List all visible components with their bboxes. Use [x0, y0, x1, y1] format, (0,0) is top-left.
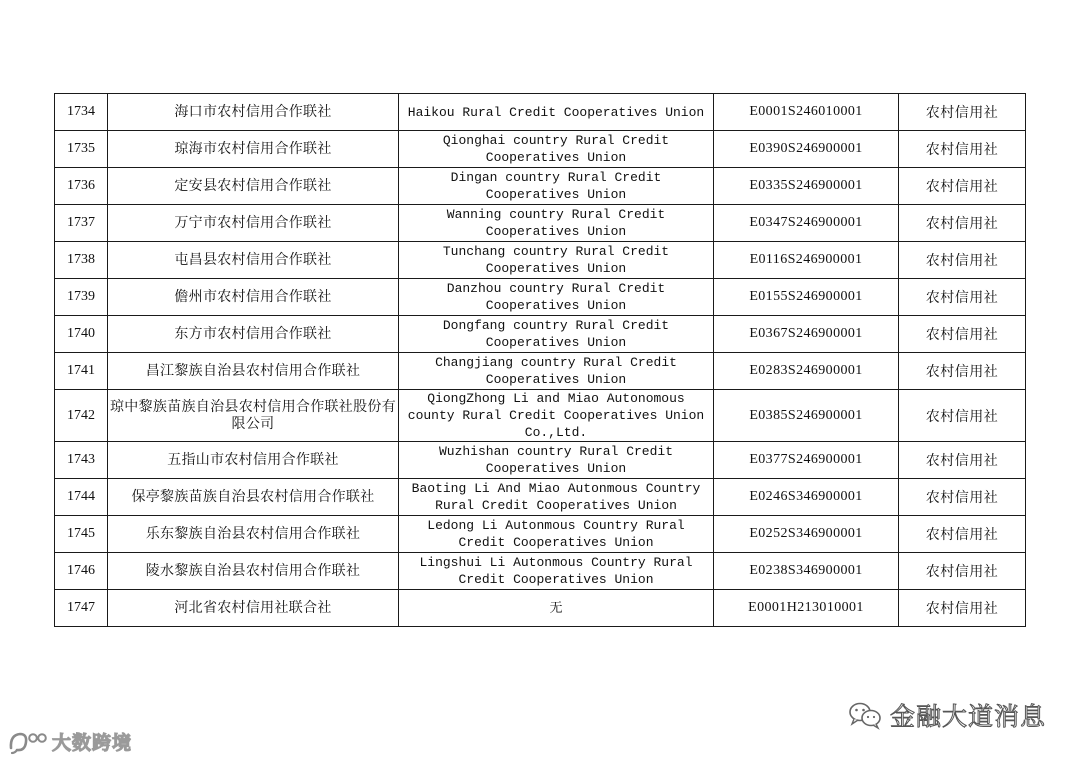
cell-institution-type: 农村信用社: [899, 316, 1026, 353]
cell-institution-type: 农村信用社: [899, 442, 1026, 479]
table-row: [55, 353, 1026, 390]
cell-institution-code: E0390S246900001: [714, 131, 899, 168]
table-row: [55, 442, 1026, 479]
cell-english-name: Lingshui Li Autonmous Country Rural Credit Cooperatives Union: [399, 553, 714, 590]
table-row: [55, 131, 1026, 168]
cell-english-name: Changjiang country Rural Credit Cooperatives Union: [399, 353, 714, 390]
cell-chinese-name: 东方市农村信用合作联社: [108, 316, 399, 353]
cell-institution-code: E0246S346900001: [714, 479, 899, 516]
brand-logo-icon: [8, 729, 48, 755]
cell-sequence-number: 1736: [55, 168, 108, 205]
cell-institution-code: E0252S346900001: [714, 516, 899, 553]
watermark-left-text: 大数跨境: [52, 732, 133, 754]
cell-english-name: Dingan country Rural Credit Cooperatives Union: [399, 168, 714, 205]
table-row: [55, 279, 1026, 316]
watermark-right-text: 金融大道消息: [889, 702, 1046, 731]
cell-sequence-number: 1735: [55, 131, 108, 168]
cell-institution-code: E0335S246900001: [714, 168, 899, 205]
watermark-right: [848, 697, 1046, 733]
table-row: [55, 516, 1026, 553]
cell-chinese-name: 万宁市农村信用合作联社: [108, 205, 399, 242]
cell-english-name: Dongfang country Rural Credit Cooperatives Union: [399, 316, 714, 353]
cell-english-name: Baoting Li And Miao Autonmous Country Rural Credit Cooperatives Union: [399, 479, 714, 516]
cell-chinese-name: 河北省农村信用社联合社: [108, 590, 399, 627]
cell-institution-type: 农村信用社: [899, 279, 1026, 316]
cell-institution-code: E0238S346900001: [714, 553, 899, 590]
table-row: [55, 590, 1026, 627]
table-row: [55, 316, 1026, 353]
cell-english-name: Qionghai country Rural Credit Cooperatives Union: [399, 131, 714, 168]
cell-institution-code: E0283S246900001: [714, 353, 899, 390]
wechat-icon: [848, 700, 882, 730]
cell-chinese-name: 屯昌县农村信用合作联社: [108, 242, 399, 279]
cell-institution-type: 农村信用社: [899, 242, 1026, 279]
cell-sequence-number: 1745: [55, 516, 108, 553]
cell-english-name: Haikou Rural Credit Cooperatives Union: [399, 94, 714, 131]
cell-chinese-name: 陵水黎族自治县农村信用合作联社: [108, 553, 399, 590]
watermark-left: [8, 728, 132, 755]
cell-institution-code: E0347S246900001: [714, 205, 899, 242]
cell-sequence-number: 1741: [55, 353, 108, 390]
cell-institution-type: 农村信用社: [899, 390, 1026, 442]
cell-institution-type: 农村信用社: [899, 553, 1026, 590]
cell-sequence-number: 1739: [55, 279, 108, 316]
cell-chinese-name: 海口市农村信用合作联社: [108, 94, 399, 131]
table-row: [55, 242, 1026, 279]
cell-institution-code: E0001H213010001: [714, 590, 899, 627]
cell-institution-code: E0001S246010001: [714, 94, 899, 131]
cell-sequence-number: 1738: [55, 242, 108, 279]
cell-institution-type: 农村信用社: [899, 168, 1026, 205]
cell-sequence-number: 1744: [55, 479, 108, 516]
cell-sequence-number: 1747: [55, 590, 108, 627]
cell-chinese-name: 昌江黎族自治县农村信用合作联社: [108, 353, 399, 390]
cell-english-name: Ledong Li Autonmous Country Rural Credit Cooperatives Union: [399, 516, 714, 553]
cell-chinese-name: 琼中黎族苗族自治县农村信用合作联社股份有限公司: [108, 390, 399, 442]
cell-institution-type: 农村信用社: [899, 131, 1026, 168]
cell-chinese-name: 定安县农村信用合作联社: [108, 168, 399, 205]
cell-english-name: 无: [399, 590, 714, 627]
cell-institution-type: 农村信用社: [899, 516, 1026, 553]
cell-institution-code: E0385S246900001: [714, 390, 899, 442]
cell-sequence-number: 1740: [55, 316, 108, 353]
cell-sequence-number: 1746: [55, 553, 108, 590]
cell-institution-code: E0377S246900001: [714, 442, 899, 479]
cell-english-name: Wanning country Rural Credit Cooperatives Union: [399, 205, 714, 242]
cell-english-name: Danzhou country Rural Credit Cooperatives Union: [399, 279, 714, 316]
cell-english-name: Tunchang country Rural Credit Cooperatives Union: [399, 242, 714, 279]
institution-code-table: [54, 93, 1026, 627]
table-body: [55, 94, 1026, 627]
cell-institution-type: 农村信用社: [899, 590, 1026, 627]
cell-english-name: Wuzhishan country Rural Credit Cooperatives Union: [399, 442, 714, 479]
cell-sequence-number: 1742: [55, 390, 108, 442]
cell-english-name: QiongZhong Li and Miao Autonomous county Rural Credit Cooperatives Union Co.,Ltd.: [399, 390, 714, 442]
cell-institution-code: E0155S246900001: [714, 279, 899, 316]
table-row: [55, 553, 1026, 590]
table-row: [55, 479, 1026, 516]
cell-institution-type: 农村信用社: [899, 94, 1026, 131]
cell-institution-type: 农村信用社: [899, 205, 1026, 242]
cell-chinese-name: 五指山市农村信用合作联社: [108, 442, 399, 479]
cell-sequence-number: 1743: [55, 442, 108, 479]
table-row: [55, 94, 1026, 131]
cell-sequence-number: 1734: [55, 94, 108, 131]
cell-chinese-name: 保亭黎族苗族自治县农村信用合作联社: [108, 479, 399, 516]
cell-institution-code: E0116S246900001: [714, 242, 899, 279]
cell-institution-type: 农村信用社: [899, 479, 1026, 516]
cell-chinese-name: 儋州市农村信用合作联社: [108, 279, 399, 316]
cell-institution-code: E0367S246900001: [714, 316, 899, 353]
table-row: [55, 390, 1026, 442]
cell-sequence-number: 1737: [55, 205, 108, 242]
cell-institution-type: 农村信用社: [899, 353, 1026, 390]
cell-chinese-name: 乐东黎族自治县农村信用合作联社: [108, 516, 399, 553]
table-row: [55, 168, 1026, 205]
table-row: [55, 205, 1026, 242]
cell-chinese-name: 琼海市农村信用合作联社: [108, 131, 399, 168]
